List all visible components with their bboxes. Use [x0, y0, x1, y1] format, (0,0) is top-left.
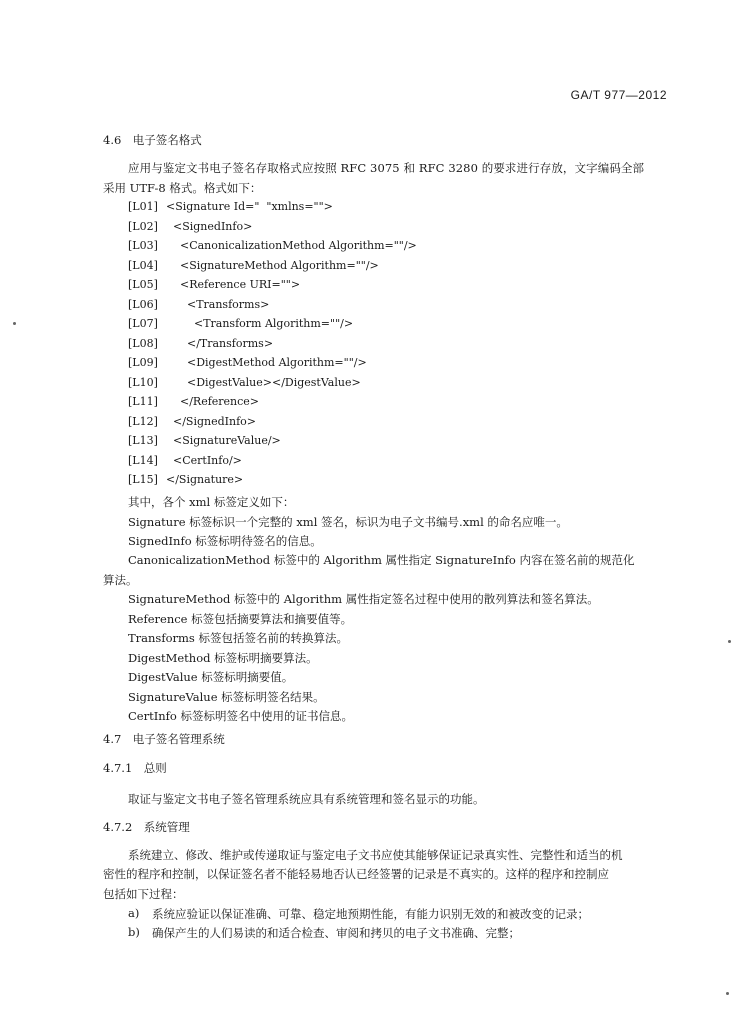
section-4-6-intro-line-1: 应用与鉴定文书电子签名存取格式应按照 RFC 3075 和 RFC 3280 的要求进行存放，文字编码全部: [128, 161, 645, 175]
list-item-text: 系统应验证以保证准确、可靠、稳定地预期性能，有能力识别无效的和被改变的记录；: [152, 907, 589, 921]
code-line: [128, 395, 259, 408]
code-line-text: <SignatureMethod Algorithm=""/>: [166, 258, 379, 272]
code-line-text: <DigestValue></DigestValue>: [166, 375, 361, 389]
definition-line: 其中，各个 xml 标签定义如下：: [128, 495, 295, 509]
code-line-text: </Transforms>: [166, 336, 274, 350]
section-4-7-1-title: 4.7.1 总则: [103, 761, 167, 775]
section-4-6-intro-line-2: 采用 UTF-8 格式。格式如下：: [103, 181, 262, 195]
definition-line: SignatureValue 标签标明签名结果。: [128, 690, 325, 704]
scan-speck: [728, 640, 731, 643]
code-line-number: [L03]: [128, 239, 158, 252]
section-4-6-title: 4.6 电子签名格式: [103, 133, 202, 147]
code-line: [128, 200, 333, 213]
definition-line: Signature 标签标识一个完整的 xml 签名，标识为电子文书编号.xml 的命名应唯一。: [128, 515, 568, 529]
code-line: [128, 317, 353, 330]
code-line-text: <SignatureValue/>: [166, 434, 281, 447]
definition-line: SignedInfo 标签标明待签名的信息。: [128, 534, 322, 548]
scan-speck: [726, 992, 729, 995]
code-line-number: [L02]: [128, 219, 158, 233]
code-line: [128, 434, 281, 447]
code-line: [128, 356, 367, 369]
code-line-number: [L10]: [128, 375, 158, 389]
code-line-text: <CanonicalizationMethod Algorithm=""/>: [166, 239, 417, 252]
definition-line: SignatureMethod 标签中的 Algorithm 属性指定签名过程中使用的散列算法和签名算法。: [128, 592, 599, 606]
code-line-number: [L04]: [128, 258, 158, 272]
code-line-number: [L01]: [128, 200, 158, 213]
code-line-text: <CertInfo/>: [166, 453, 242, 467]
code-line-text: </Reference>: [166, 395, 260, 408]
definition-line: Transforms 标签包括签名前的转换算法。: [128, 631, 348, 645]
code-line: [128, 415, 256, 428]
definition-line: DigestMethod 标签标明摘要算法。: [128, 651, 318, 665]
section-4-7-1-body: 取证与鉴定文书电子签名管理系统应具有系统管理和签名显示的功能。: [128, 792, 485, 806]
code-line-text: <Reference URI="">: [166, 278, 301, 291]
code-line-number: [L09]: [128, 356, 158, 369]
code-line-number: [L15]: [128, 473, 158, 486]
scan-speck: [13, 322, 16, 325]
code-line-number: [L13]: [128, 434, 158, 447]
definition-line: Reference 标签包括摘要算法和摘要值等。: [128, 612, 353, 626]
definition-line: DigestValue 标签标明摘要值。: [128, 670, 294, 684]
code-line: [128, 220, 252, 233]
definition-line: CanonicalizationMethod 标签中的 Algorithm 属性指定 SignatureInfo 内容在签名前的规范化: [128, 553, 635, 567]
definition-line: 算法。: [103, 573, 138, 587]
code-line: [128, 278, 300, 291]
code-line: [128, 239, 417, 252]
code-line-number: [L06]: [128, 297, 158, 311]
code-line: [128, 337, 273, 350]
code-line-text: <SignedInfo>: [166, 219, 253, 233]
code-line: [128, 473, 243, 486]
list-marker: a): [128, 906, 140, 920]
section-4-7-2-title: 4.7.2 系统管理: [103, 820, 190, 834]
code-line: [128, 298, 269, 311]
code-line-number: [L14]: [128, 453, 158, 467]
section-4-7-2-body-line-1: 系统建立、修改、维护或传递取证与鉴定电子文书应使其能够保证记录真实性、完整性和适当的机: [128, 848, 623, 862]
code-line-number: [L08]: [128, 336, 158, 350]
list-item-text: 确保产生的人们易读的和适合检查、审阅和拷贝的电子文书准确、完整；: [152, 926, 520, 940]
section-4-7-2-body-line-3: 包括如下过程：: [103, 887, 184, 901]
code-line-text: </Signature>: [166, 473, 244, 486]
code-line-text: </SignedInfo>: [166, 414, 256, 428]
code-line-text: <Transforms>: [166, 297, 270, 311]
standard-number: GA/T 977—2012: [570, 88, 667, 102]
section-4-7-2-body-line-2: 密性的程序和控制，以保证签名者不能轻易地否认已经签署的记录是不真实的。这样的程序和控制应: [103, 867, 609, 881]
section-4-7-title: 4.7 电子签名管理系统: [103, 732, 225, 746]
code-line-number: [L07]: [128, 317, 158, 330]
code-line-text: <Transform Algorithm=""/>: [166, 317, 354, 330]
code-line: [128, 259, 379, 272]
list-marker: b): [128, 925, 140, 939]
code-line: [128, 376, 361, 389]
code-line-text: <DigestMethod Algorithm=""/>: [166, 356, 367, 369]
code-line-number: [L12]: [128, 414, 158, 428]
definition-line: CertInfo 标签标明签名中使用的证书信息。: [128, 709, 354, 723]
code-line-number: [L11]: [128, 395, 158, 408]
code-line-text: <Signature Id=" "xmlns="">: [166, 200, 333, 213]
code-line-number: [L05]: [128, 278, 158, 291]
code-line: [128, 454, 242, 467]
